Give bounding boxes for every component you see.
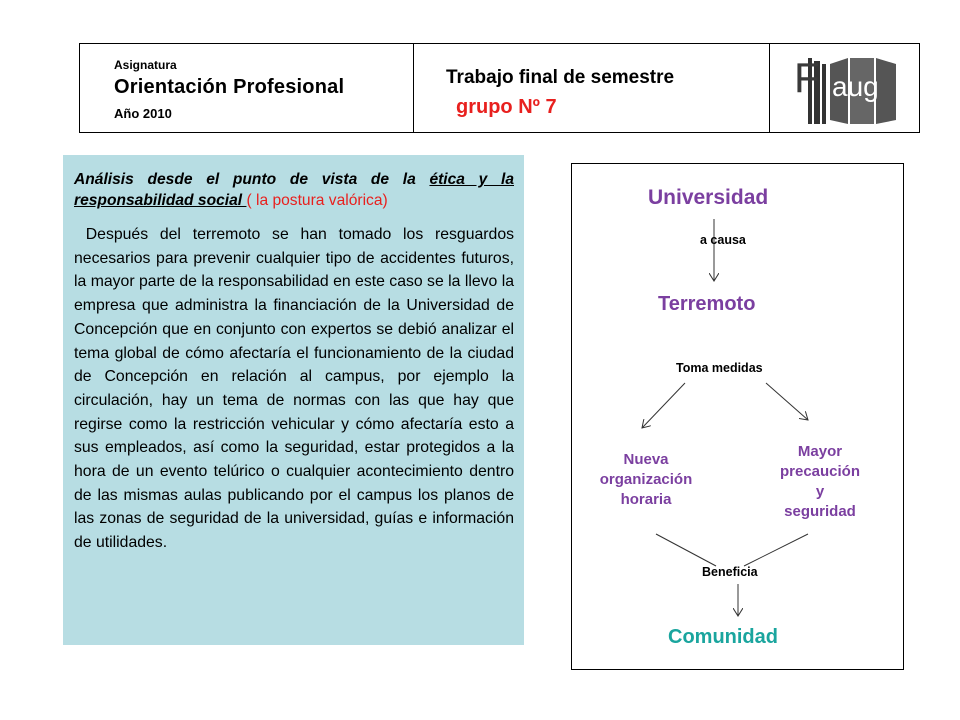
arrow-to-mayor — [766, 383, 808, 420]
analysis-heading-note: ( la postura valórica) — [246, 192, 388, 209]
logo-letters: aug — [832, 71, 879, 102]
analysis-heading-ethics: ética y la responsabilidad social — [74, 171, 514, 209]
node-universidad: Universidad — [648, 186, 769, 209]
faug-logo — [792, 48, 904, 128]
node-nueva-organizacion — [572, 450, 720, 510]
course-name: Orientación Profesional — [114, 76, 345, 98]
node-nueva-line3: horaria — [620, 491, 672, 508]
line-nueva-beneficia — [656, 534, 716, 566]
node-nueva-line1: Nueva — [623, 451, 669, 468]
node-mayor-line3: y — [815, 483, 825, 500]
node-terremoto: Terremoto — [658, 293, 756, 315]
label-beneficia: Beneficia — [702, 565, 758, 579]
analysis-heading-prefix: Análisis desde el punto de vista de la — [74, 171, 430, 188]
node-mayor-line1: Mayor — [797, 443, 843, 460]
analysis-panel — [63, 155, 524, 645]
work-group: grupo Nº 7 — [456, 96, 557, 118]
node-mayor-line4: seguridad — [784, 503, 856, 520]
analysis-body-text: Después del terremoto se han tomado los resguardos necesarios para prevenir cualquier tipo de accidentes futuros, la mayor parte de la responsabilidad en este caso se la llevo la empresa que administra la financiación de la Universidad de Concepción que en conjunto con expertos se debió analizar el tema global de cómo afectaría el funcionamiento de la ciudad de Concepción en relación al campus, por ejemplo la circulación, hay un tema de normas con las que hay que regirse como la restricción vehicular y cómo afectaría esto a sus empleados, así como la seguridad, estar protegidos a la hora de un evento telúrico o cualquier acontecimiento dentro de las mismas aulas publicando por el campus los planos de las zonas de seguridad de la universidad, guías e información de utilidades. — [74, 226, 514, 552]
node-comunidad: Comunidad — [668, 626, 778, 648]
node-nueva-line2: organización — [599, 471, 693, 488]
node-mayor-precaucion — [750, 442, 890, 522]
course-label: Asignatura — [114, 58, 177, 72]
line-mayor-beneficia — [744, 534, 808, 566]
analysis-body — [74, 223, 514, 555]
course-year: Año 2010 — [114, 106, 172, 121]
arrow-to-nueva — [642, 383, 685, 428]
logo-letter-f: F — [794, 54, 820, 101]
header-divider-logo — [769, 44, 770, 132]
flow-diagram — [571, 163, 904, 670]
header-divider — [413, 44, 414, 132]
analysis-heading — [74, 169, 514, 211]
node-mayor-line2: precaución — [779, 463, 861, 480]
label-toma-medidas: Toma medidas — [676, 361, 763, 375]
header-box — [79, 43, 920, 133]
work-title: Trabajo final de semestre — [446, 67, 675, 88]
label-a-causa: a causa — [700, 233, 746, 247]
